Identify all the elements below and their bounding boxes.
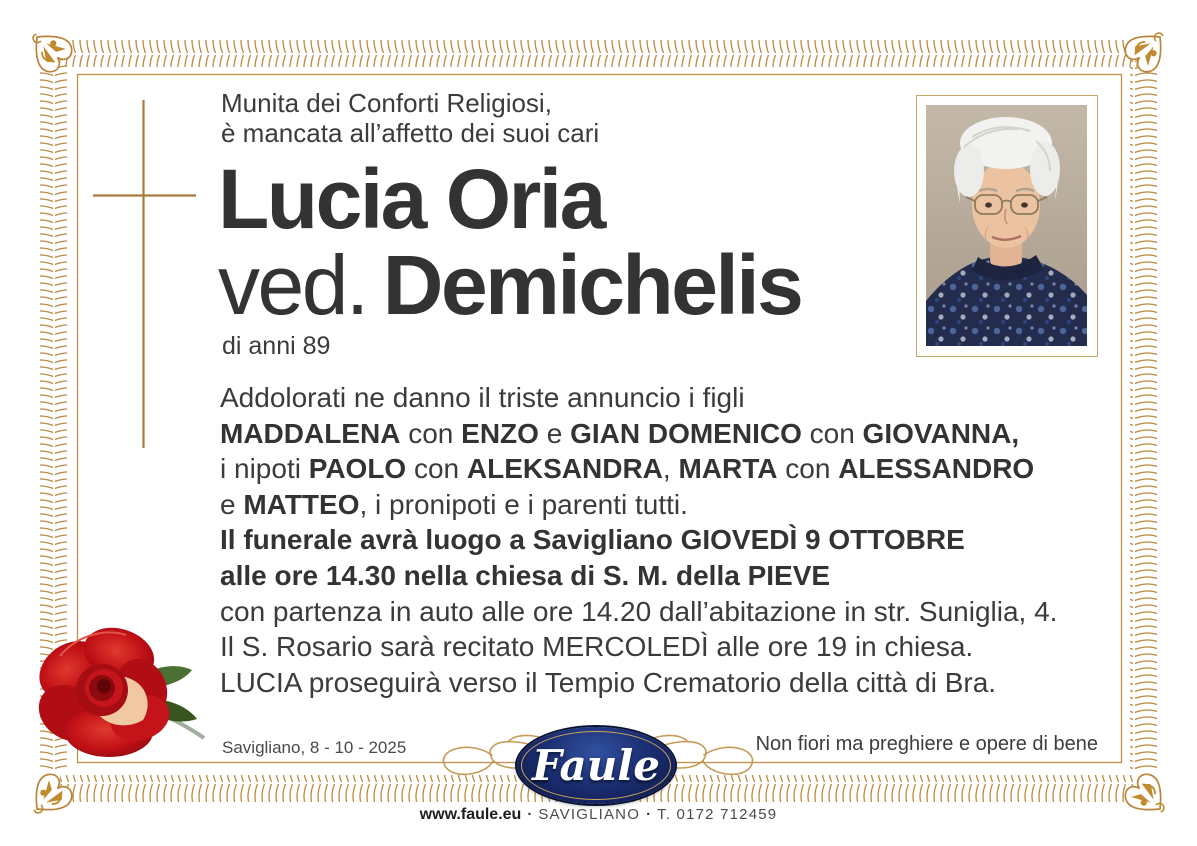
intro-line-1: Munita dei Conforti Religiosi, xyxy=(221,88,552,118)
separator-dot: · xyxy=(646,806,652,823)
announcement xyxy=(220,380,1057,700)
announcement-line: alle ore 14.30 nella chiesa di S. M. della PIEVE xyxy=(220,559,831,591)
border-band-right xyxy=(1130,60,1157,772)
elderly-woman-portrait-icon xyxy=(926,105,1087,346)
faule-logo xyxy=(517,727,675,804)
announcement-line: e MATTEO, i pronipoti e i parenti tutti. xyxy=(220,488,688,520)
intro-line-2: è mancata all’affetto dei suoi cari xyxy=(221,118,600,148)
age-line: di anni 89 xyxy=(222,332,331,360)
corner-ornament-top-left-icon xyxy=(22,22,77,77)
deceased-surname-line xyxy=(218,238,802,332)
website: www.faule.eu xyxy=(419,806,522,823)
announcement-line: Addolorati ne danno il triste annuncio i figli xyxy=(220,382,745,413)
announcement-line: LUCIA proseguirà verso il Tempio Crematorio della città di Bra. xyxy=(220,666,997,698)
announcement-line: MADDALENA con ENZO e GIAN DOMENICO con GIOVANNA, xyxy=(220,417,1020,449)
phone: T. 0172 712459 xyxy=(657,806,778,823)
corner-ornament-top-right-icon xyxy=(1121,22,1176,77)
intro-text xyxy=(221,88,599,148)
announcement-line: i nipoti PAOLO con ALEKSANDRA, MARTA con ALESSANDRO xyxy=(220,453,1035,485)
announcement-line: Il S. Rosario sarà recitato MERCOLEDÌ alle ore 19 in chiesa. xyxy=(220,631,974,663)
place-date: Savigliano, 8 - 10 - 2025 xyxy=(222,738,407,757)
city: SAVIGLIANO xyxy=(538,806,641,823)
rose-icon xyxy=(24,608,209,773)
announcement-line: con partenza in auto alle ore 14.20 dall’abitazione in str. Suniglia, 4. xyxy=(220,595,1058,627)
deceased-first-name: Lucia Oria xyxy=(218,152,604,246)
cross-icon xyxy=(93,100,196,448)
footer-contact xyxy=(0,806,1197,824)
surname-prefix: ved. xyxy=(218,238,367,332)
faule-logo-text: Faule xyxy=(532,741,660,790)
no-flowers-note: Non fiori ma preghiere e opere di bene xyxy=(755,733,1098,755)
announcement-line: Il funerale avrà luogo a Savigliano GIOVEDÌ 9 OTTOBRE xyxy=(220,524,965,556)
deceased-surname: Demichelis xyxy=(382,238,802,332)
portrait-photo xyxy=(916,95,1098,357)
deceased-name xyxy=(218,152,802,332)
border-band-top xyxy=(60,40,1137,67)
separator-dot: · xyxy=(527,806,533,823)
